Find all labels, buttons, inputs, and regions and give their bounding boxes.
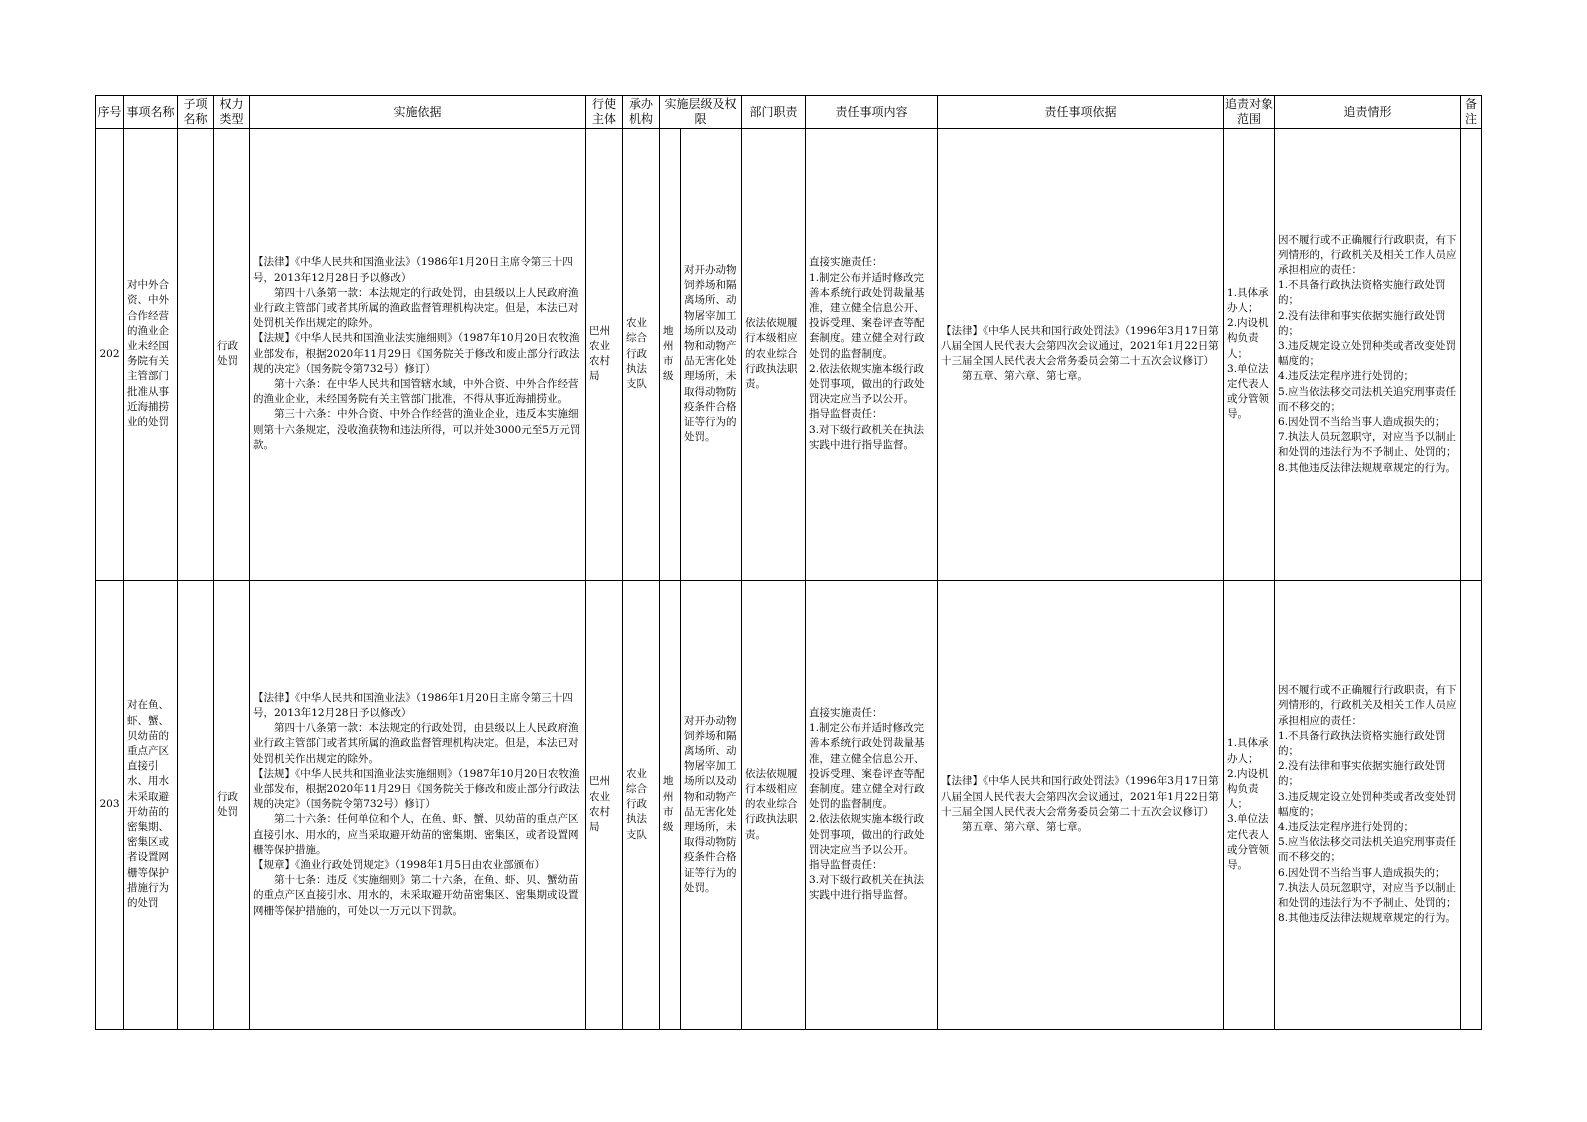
resp-content-line: 1.制定公布并适时修改完善本系统行政处罚裁量基准，建立健全信息公开、投诉受理、案卷评查等配套制度。建立健全对行政处罚的监督制度。 — [809, 722, 925, 811]
header-row — [96, 96, 1482, 129]
resp-basis-line: 【法律】《中华人民共和国行政处罚法》（1996年3月17日第八届全国人民代表大会第四次会议通过，2021年1月22日第十三届全国人民代表大会常务委员会第二十五次会议修订） — [941, 324, 1219, 368]
header-sub-name: 子项名称 — [178, 96, 214, 129]
resp-basis-line: 第五章、第六章、第七章。 — [962, 370, 1089, 383]
basis-line: 第二十六条：任何单位和个人，在鱼、虾、蟹、贝幼苗的重点产区直接引水、用水的，应当采取避开幼苗的密集期、密集区，或者设置网栅等保护措施。 — [253, 813, 579, 856]
situation-line: 3.违反规定设立处罚种类或者改变处罚幅度的； — [1278, 790, 1457, 818]
scope-line: 2.内设机构负责人； — [1227, 317, 1269, 360]
row-situation — [1275, 129, 1461, 581]
resp-content-line: 指导监督责任： — [809, 408, 883, 421]
row-scope — [1224, 580, 1275, 1030]
table-row — [96, 129, 1482, 581]
header-situation: 追责情形 — [1275, 96, 1461, 129]
scope-line: 3.单位法定代表人或分管领导。 — [1227, 813, 1270, 871]
situation-line: 5.应当依法移交司法机关追究刑事责任而不移交的； — [1278, 836, 1457, 864]
situation-line: 1.不具备行政执法资格实施行政处罚的； — [1278, 729, 1446, 757]
row-agency: 农业综合行政执法支队 — [623, 129, 660, 581]
situation-line: 7.执法人员玩忽职守，对应当予以制止和处罚的违法行为不予制止、处罚的； — [1278, 881, 1457, 909]
basis-line: 【法律】《中华人民共和国渔业法》（1986年1月20日主席令第三十四号，2013年12月28日予以修改） — [253, 256, 573, 284]
basis-line: 第十七条：违反《实施细则》第二十六条，在鱼、虾、贝、蟹幼苗的重点产区直接引水、用水的，未采取避开幼苗密集区、密集期或设置网栅等保护措施的，可处以一万元以下罚款。 — [253, 874, 579, 917]
row-level-a: 地州市级 — [660, 129, 681, 581]
scope-line: 1.具体承办人； — [1227, 286, 1269, 315]
table-row — [96, 580, 1482, 1030]
accountability-table — [95, 95, 1482, 1030]
situation-line: 2.没有法律和事实依据实施行政处罚的； — [1278, 309, 1446, 337]
row-scope — [1224, 129, 1275, 581]
resp-content-line: 3.对下级行政机关在执法实践中进行指导监督。 — [809, 874, 925, 902]
row-power-type: 行政处罚 — [214, 129, 250, 581]
row-situation — [1275, 580, 1461, 1030]
row-seq: 203 — [96, 580, 124, 1030]
resp-content-line: 指导监督责任： — [809, 858, 883, 871]
row-item-name: 对中外合资、中外合作经营的渔业企业未经国务院有关主管部门批准从事近海捕捞业的处罚 — [124, 129, 178, 581]
header-agency: 承办机构 — [623, 96, 660, 129]
situation-line: 2.没有法律和事实依据实施行政处罚的； — [1278, 760, 1446, 788]
resp-content-line: 3.对下级行政机关在执法实践中进行指导监督。 — [809, 423, 925, 451]
situation-line: 5.应当依法移交司法机关追究刑事责任而不移交的； — [1278, 385, 1457, 413]
resp-basis-line: 【法律】《中华人民共和国行政处罚法》（1996年3月17日第八届全国人民代表大会第四次会议通过，2021年1月22日第十三届全国人民代表大会常务委员会第二十五次会议修订） — [941, 775, 1219, 818]
row-sub-name — [178, 580, 214, 1030]
header-duty: 部门职责 — [742, 96, 806, 129]
header-seq: 序号 — [96, 96, 124, 129]
row-resp-content — [806, 129, 938, 581]
row-sub-name — [178, 129, 214, 581]
header-remark: 备注 — [1461, 96, 1482, 129]
scope-line: 3.单位法定代表人或分管领导。 — [1227, 362, 1270, 421]
header-power-type: 权力类型 — [214, 96, 250, 129]
basis-line: 【规章】《渔业行政处罚规定》（1998年1月5日由农业部颁布） — [253, 858, 546, 871]
row-subject: 巴州农业农村局 — [586, 129, 623, 581]
row-duty: 依法依规履行本级相应的农业综合行政执法职责。 — [742, 580, 806, 1030]
scope-line: 1.具体承办人； — [1227, 737, 1269, 765]
basis-line: 【法规】《中华人民共和国渔业法实施细则》（1987年10月20日农牧渔业部发布，根据2020年11月29日《国务院关于修改和废止部分行政法规的决定》（国务院令第732号）修订） — [253, 332, 580, 375]
situation-line: 4.违反法定程序进行处罚的； — [1278, 820, 1415, 833]
scope-line: 2.内设机构负责人； — [1227, 767, 1269, 811]
basis-line: 第四十八条第一款：本法规定的行政处罚，由县级以上人民政府渔业行政主管部门或者其所属的渔政监督管理机构决定。但是，本法已对处罚机关作出规定的除外。 — [253, 722, 579, 765]
row-remark — [1461, 580, 1482, 1030]
situation-line: 6.因处罚不当给当事人造成损失的； — [1278, 416, 1446, 429]
row-duty: 依法依规履行本级相应的农业综合行政执法职责。 — [742, 129, 806, 581]
header-resp-content: 责任事项内容 — [806, 96, 938, 129]
row-resp-content — [806, 580, 938, 1030]
row-level-b: 对开办动物饲养场和隔离场所、动物屠宰加工场所以及动物和动物产品无害化处理场所，未取得动物防疫条件合格证等行为的处罚。 — [681, 580, 742, 1030]
row-basis — [250, 129, 586, 581]
header-subject: 行使主体 — [586, 96, 623, 129]
situation-line: 因不履行或不正确履行行政职责，有下列情形的，行政机关及相关工作人员应承担相应的责任： — [1278, 684, 1457, 727]
situation-line: 1.不具备行政执法资格实施行政处罚的； — [1278, 279, 1446, 307]
basis-line: 第十六条：在中华人民共和国管辖水域，中外合资、中外合作经营的渔业企业，未经国务院有关主管部门批准，不得从事近海捕捞业。 — [253, 378, 579, 406]
basis-line: 第三十六条：中外合资、中外合作经营的渔业企业，违反本实施细则第十六条规定，没收渔获物和违法所得，可以并处3000元至5万元罚款。 — [253, 408, 581, 451]
basis-line: 第四十八条第一款：本法规定的行政处罚，由县级以上人民政府渔业行政主管部门或者其所属的渔政监督管理机构决定。但是，本法已对处罚机关作出规定的除外。 — [253, 286, 579, 330]
row-resp-basis — [938, 129, 1224, 581]
resp-content-line: 直接实施责任： — [809, 706, 883, 719]
header-scope: 追责对象范围 — [1224, 96, 1275, 129]
row-power-type: 行政处罚 — [214, 580, 250, 1030]
header-resp-basis: 责任事项依据 — [938, 96, 1224, 129]
situation-line: 8.其他违反法律法规规章规定的行为。 — [1278, 461, 1457, 474]
situation-line: 6.因处罚不当给当事人造成损失的； — [1278, 866, 1446, 879]
situation-line: 因不履行或不正确履行行政职责，有下列情形的，行政机关及相关工作人员应承担相应的责任： — [1278, 233, 1457, 277]
row-basis — [250, 580, 586, 1030]
row-item-name: 对在鱼、虾、蟹、贝幼苗的重点产区直接引水、用水未采取避开幼苗的密集期、密集区或者设置网栅等保护措施行为的处罚 — [124, 580, 178, 1030]
resp-content-line: 直接实施责任： — [809, 256, 883, 269]
row-level-b: 对开办动物饲养场和隔离场所、动物屠宰加工场所以及动物和动物产品无害化处理场所，未取得动物防疫条件合格证等行为的处罚。 — [681, 129, 742, 581]
resp-content-line: 2.依法依规实施本级行政处罚事项，做出的行政处罚决定应当予以公开。 — [809, 362, 925, 406]
resp-content-line: 1.制定公布并适时修改完善本系统行政处罚裁量基准，建立健全信息公开、投诉受理、案卷评查等配套制度。建立健全对行政处罚的监督制度。 — [809, 271, 925, 360]
row-agency: 农业综合行政执法支队 — [623, 580, 660, 1030]
situation-line: 7.执法人员玩忽职守，对应当予以制止和处罚的违法行为不予制止、处罚的； — [1278, 431, 1457, 459]
basis-line: 【法律】《中华人民共和国渔业法》（1986年1月20日主席令第三十四号，2013年12月28日予以修改） — [253, 691, 573, 719]
basis-line: 【法规】《中华人民共和国渔业法实施细则》（1987年10月20日农牧渔业部发布，根据2020年11月29日《国务院关于修改和废止部分行政法规的决定》（国务院令第732号）修订） — [253, 767, 580, 811]
situation-line: 4.违反法定程序进行处罚的； — [1278, 370, 1415, 383]
row-seq: 202 — [96, 129, 124, 581]
resp-basis-line: 第五章、第六章、第七章。 — [962, 820, 1089, 833]
situation-line: 3.违反规定设立处罚种类或者改变处罚幅度的； — [1278, 340, 1457, 368]
row-level-a: 地州市级 — [660, 580, 681, 1030]
row-resp-basis — [938, 580, 1224, 1030]
resp-content-line: 2.依法依规实施本级行政处罚事项，做出的行政处罚决定应当予以公开。 — [809, 813, 925, 856]
row-subject: 巴州农业农村局 — [586, 580, 623, 1030]
header-item-name: 事项名称 — [124, 96, 178, 129]
header-basis: 实施依据 — [250, 96, 586, 129]
situation-line: 8.其他违反法律法规规章规定的行为。 — [1278, 912, 1457, 925]
header-level: 实施层级及权限 — [660, 96, 742, 129]
row-remark — [1461, 129, 1482, 581]
